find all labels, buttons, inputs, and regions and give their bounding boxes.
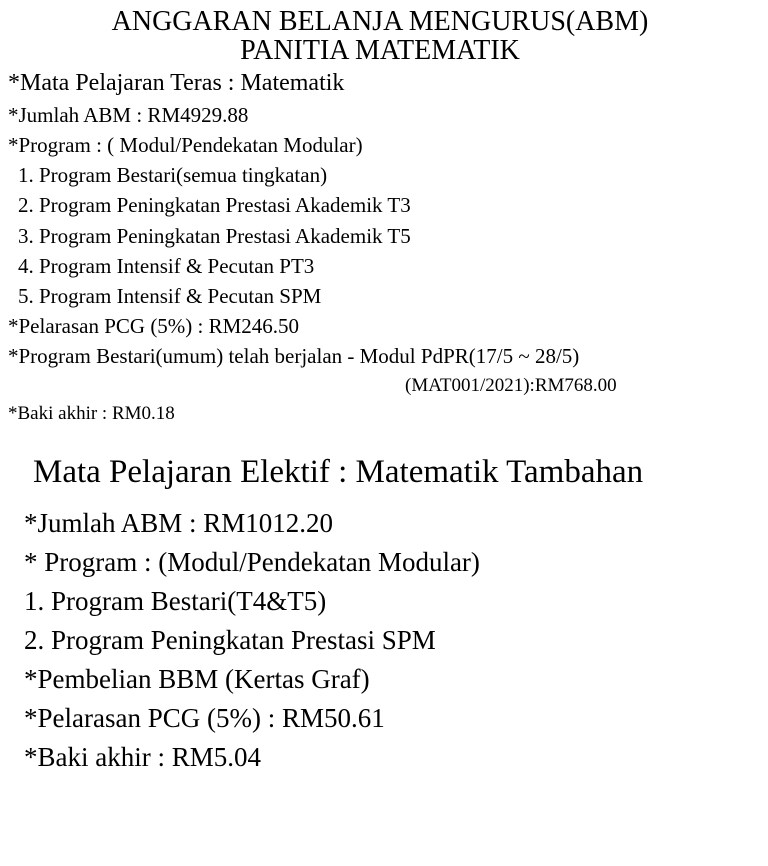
teras-baki-akhir: *Baki akhir : RM0.18 bbox=[8, 403, 175, 424]
elektif-pelarasan: *Pelarasan PCG (5%) : RM50.61 bbox=[24, 703, 385, 733]
teras-program-item: 5. Program Intensif & Pecutan SPM bbox=[18, 284, 322, 308]
teras-program-item: 1. Program Bestari(semua tingkatan) bbox=[18, 163, 328, 187]
teras-program-heading: *Program : ( Modul/Pendekatan Modular) bbox=[8, 133, 363, 157]
teras-program-item: 2. Program Peningkatan Prestasi Akademik T3 bbox=[18, 193, 411, 217]
teras-subject: *Mata Pelajaran Teras : Matematik bbox=[8, 70, 345, 96]
elektif-baki-akhir: *Baki akhir : RM5.04 bbox=[24, 742, 261, 772]
elektif-jumlah-abm: *Jumlah ABM : RM1012.20 bbox=[24, 508, 334, 538]
elektif-pembelian: *Pembelian BBM (Kertas Graf) bbox=[24, 664, 370, 694]
document-title-line2: PANITIA MATEMATIK bbox=[240, 35, 520, 66]
document-title-line1: ANGGARAN BELANJA MENGURUS(ABM) bbox=[111, 6, 649, 37]
elektif-program-item: 2. Program Peningkatan Prestasi SPM bbox=[24, 625, 436, 655]
teras-pelarasan: *Pelarasan PCG (5%) : RM246.50 bbox=[8, 314, 300, 338]
teras-program-item: 4. Program Intensif & Pecutan PT3 bbox=[18, 254, 315, 278]
teras-program-item: 3. Program Peningkatan Prestasi Akademik T5 bbox=[18, 224, 411, 248]
teras-bestari-umum: *Program Bestari(umum) telah berjalan - Modul PdPR(17/5 ~ 28/5) bbox=[8, 344, 580, 368]
teras-bestari-umum-amount: (MAT001/2021):RM768.00 bbox=[405, 375, 617, 396]
elektif-program-item: 1. Program Bestari(T4&T5) bbox=[24, 586, 327, 616]
teras-jumlah-abm: *Jumlah ABM : RM4929.88 bbox=[8, 103, 249, 127]
elektif-program-heading: * Program : (Modul/Pendekatan Modular) bbox=[24, 547, 480, 577]
elektif-subject: Mata Pelajaran Elektif : Matematik Tambahan bbox=[33, 454, 644, 490]
